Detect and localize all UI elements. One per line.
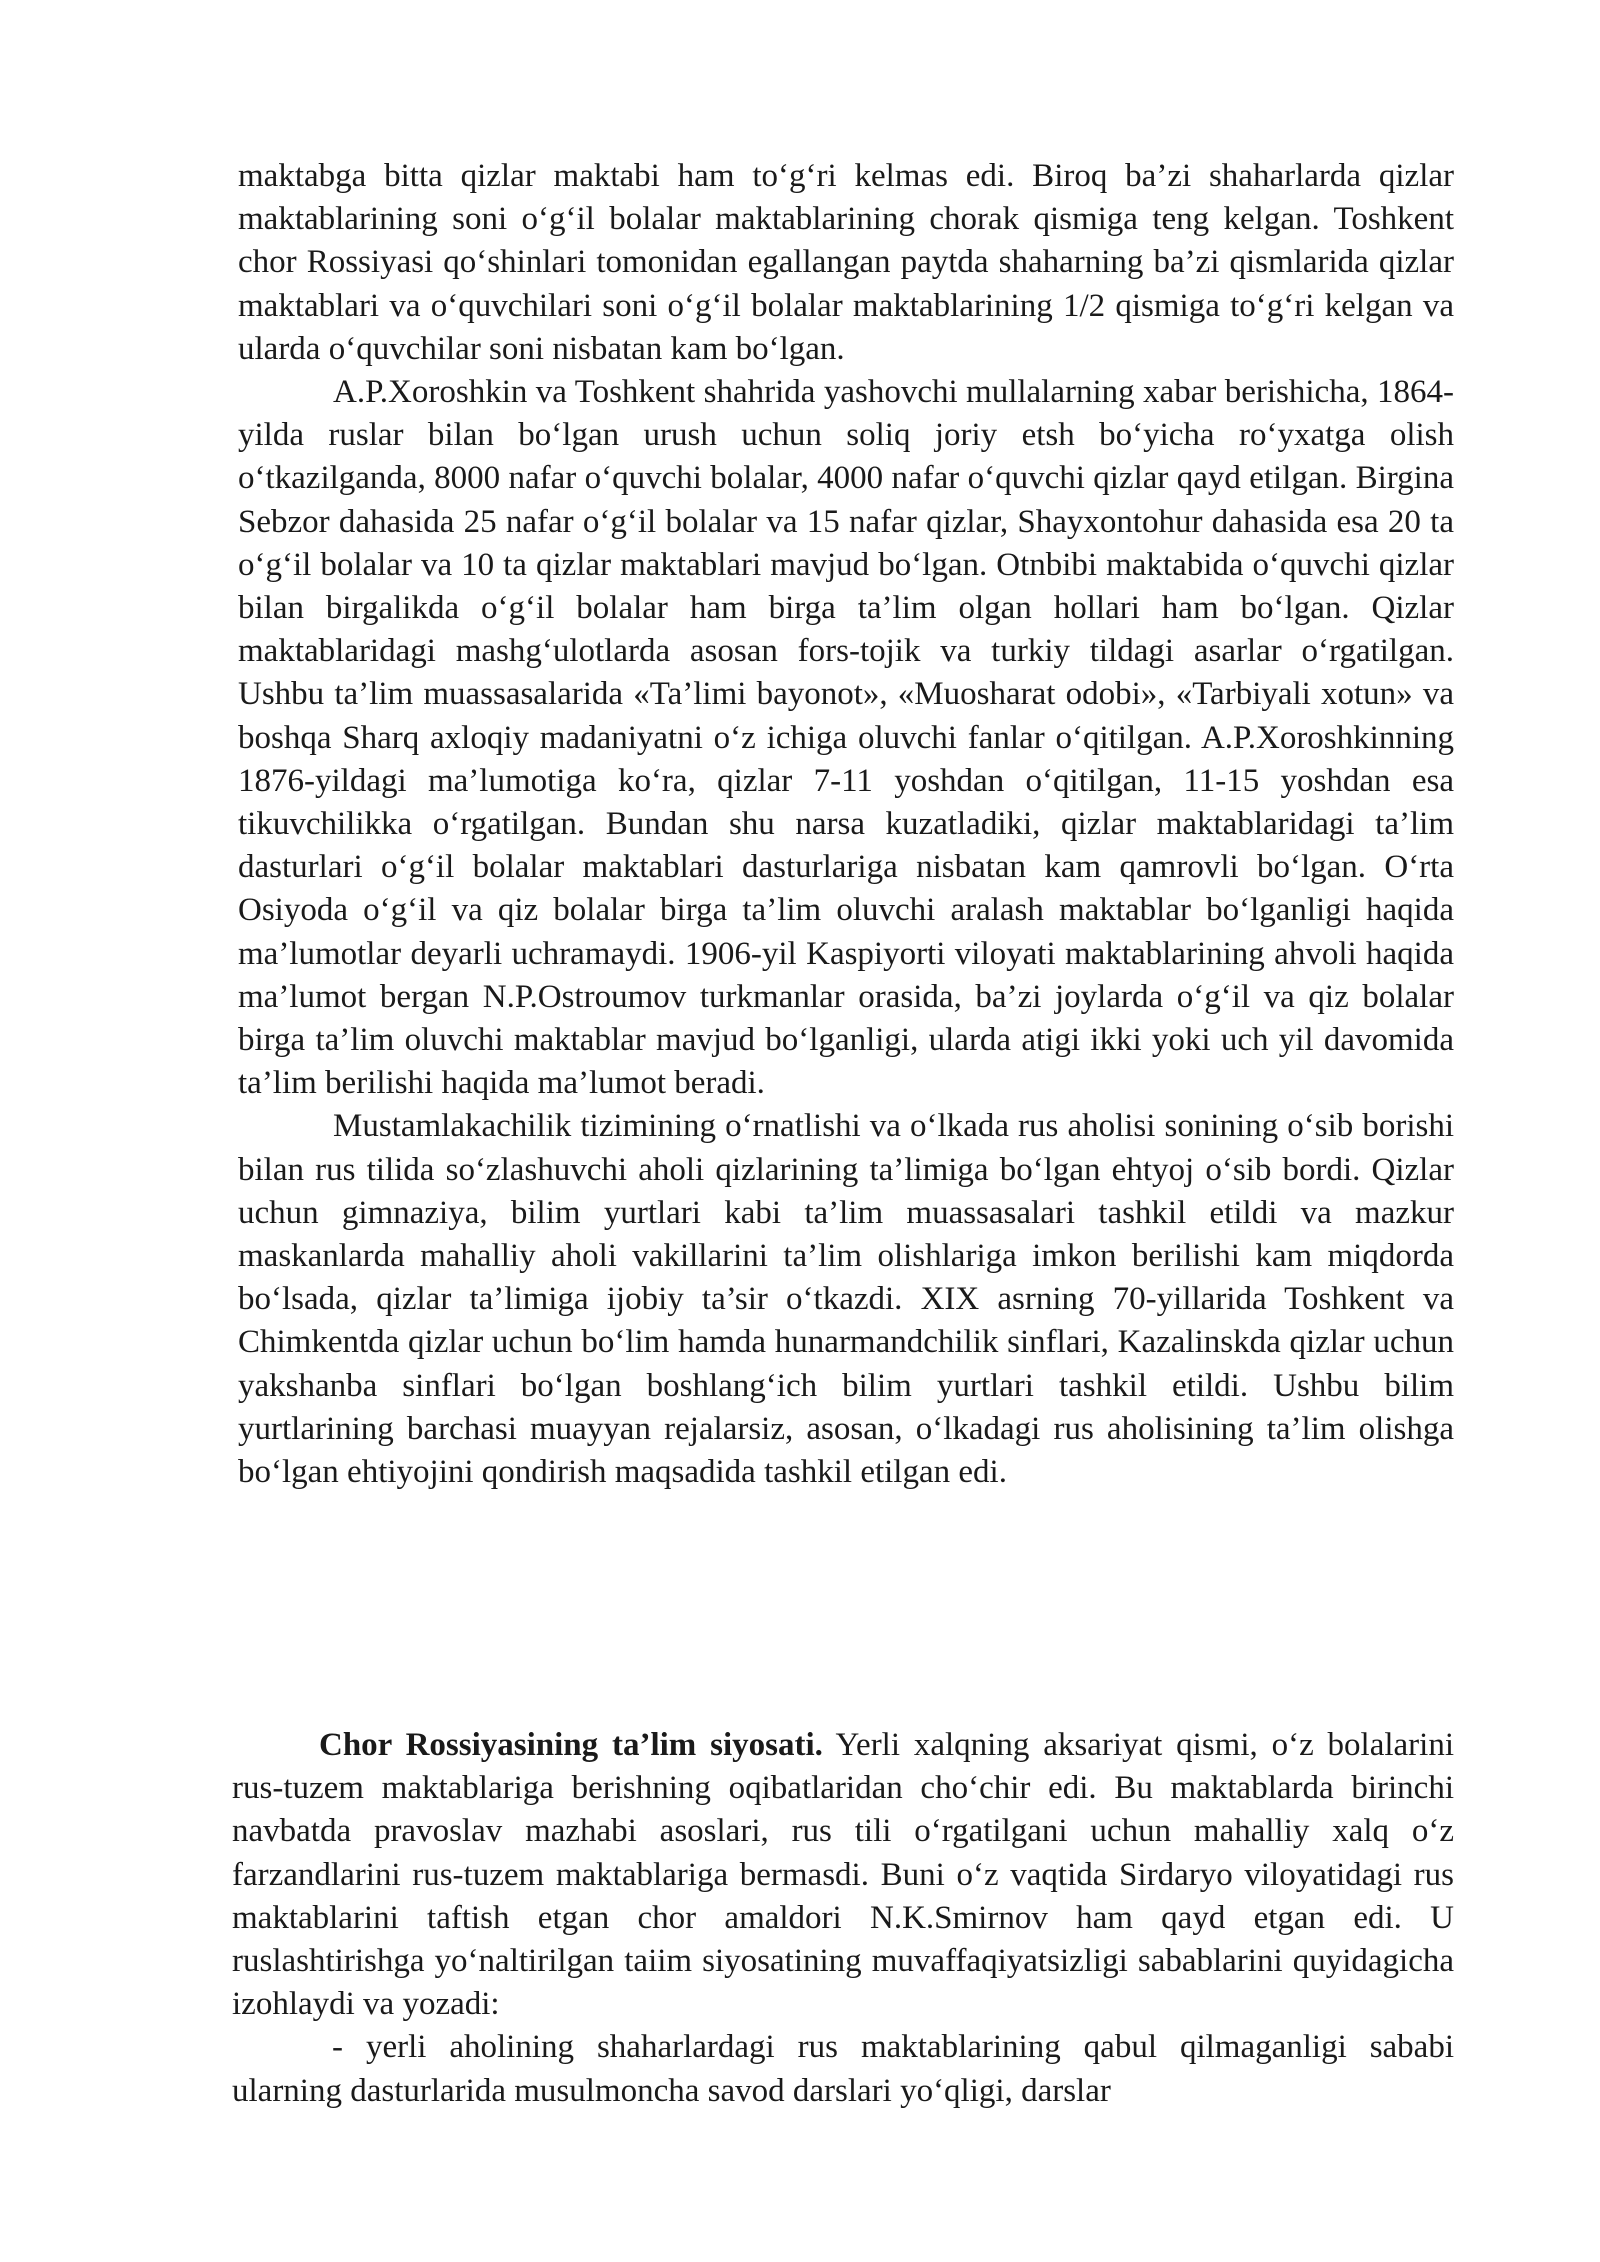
paragraph-5: - yerli aholining shaharlardagi rus maktablarining qabul qilmaganligi sababi ularning dasturlarida musulmoncha savod darslari yo‘qligi, darslar: [232, 2029, 1454, 2109]
text-section-girls-schools: [238, 155, 1454, 1494]
paragraph-4-text: Yerli xalqning aksariyat qismi, o‘z bolalarini rus-tuzem maktablariga berishning oqibatlaridan cho‘chir edi. Bu maktablarda birinchi navbatda pravoslav mazhabi asoslari, rus tili o‘rgatilgani uchun mahalliy xalq o‘z farzandlarini rus-tuzem maktablariga bermasdi. Buni o‘z vaqtida Sirdaryo viloyatidagi rus maktablarini taftish etgan chor amaldori N.K.Smirnov ham qayd etgan edi. U ruslashtirishga yo‘naltirilgan taiim siyosatining muvaffaqiyatsizligi sabablarini quyidagicha izohlaydi va yozadi:: [232, 1727, 1455, 2023]
paragraph-1: maktabga bitta qizlar maktabi ham to‘g‘ri kelmas edi. Biroq ba’zi shaharlarda qizlar maktablarining soni o‘g‘il bolalar maktablarining chorak qismiga teng kelgan. Toshkent chor Rossiyasi qo‘shinlari tomonidan egallangan paytda shaharning ba’zi qismlarida qizlar maktablari va o‘quvchilari soni o‘g‘il bolalar maktablarining 1/2 qismiga to‘g‘ri kelgan va ularda o‘quvchilar soni nisbatan kam bo‘lgan.: [238, 158, 1454, 367]
paragraph-2: A.P.Xoroshkin va Toshkent shahrida yashovchi mullalarning xabar berishicha, 1864-yilda ruslar bilan bo‘lgan urush uchun soliq joriy etsh bo‘yicha ro‘yxatga olish o‘tkazilganda, 8000 nafar o‘quvchi bolalar, 4000 nafar o‘quvchi qizlar qayd etilgan. Birgina Sebzor dahasida 25 nafar o‘g‘il bolalar va 15 nafar qizlar, Shayxontohur dahasida esa 20 ta o‘g‘il bolalar va 10 ta qizlar maktablari mavjud bo‘lgan. Otnbibi maktabida o‘quvchi qizlar bilan birgalikda o‘g‘il bolalar ham birga ta’lim olgan hollari ham bo‘lgan. Qizlar maktablaridagi mashg‘ulotlarda asosan fors-tojik va turkiy tildagi asarlar o‘rgatilgan. Ushbu ta’lim muassasalarida «Ta’limi bayonot», «Muosharat odobi», «Tarbiyali xotun» va boshqa Sharq axloqiy madaniyatni o‘z ichiga oluvchi fanlar o‘qitilgan. A.P.Xoroshkinning 1876-yildagi ma’lumotiga ko‘ra, qizlar 7-11 yoshdan o‘qitilgan, 11-15 yoshdan esa tikuvchilikka o‘rgatilgan. Bundan shu narsa kuzatladiki, qizlar maktablaridagi ta’lim dasturlari o‘g‘il bolalar maktablari dasturlariga nisbatan kam qamrovli bo‘lgan. O‘rta Osiyoda o‘g‘il va qiz bolalar birga ta’lim oluvchi aralash maktablar bo‘lganligi haqida ma’lumotlar deyarli uchramaydi. 1906-yil Kaspiyorti viloyati maktablarining ahvoli haqida ma’lumot bergan N.P.Ostroumov turkmanlar orasida, ba’zi joylarda o‘g‘il va qiz bolalar birga ta’lim oluvchi maktablar mavjud bo‘lganligi, ularda atigi ikki yoki uch yil davomida ta’lim berilishi haqida ma’lumot beradi.: [238, 374, 1454, 1102]
section-heading: Chor Rossiyasining ta’lim siyosati.: [319, 1727, 823, 1763]
text-section-education-policy: [232, 1724, 1454, 2113]
paragraph-4: [232, 1724, 1454, 2026]
paragraph-3: Mustamlakachilik tizimining o‘rnatlishi va o‘lkada rus aholisi sonining o‘sib borishi bilan rus tilida so‘zlashuvchi aholi qizlarining ta’limiga bo‘lgan ehtyoj o‘sib bordi. Qizlar uchun gimnaziya, bilim yurtlari kabi ta’lim muassasalari tashkil etildi va mazkur maskanlarda mahalliy aholi vakillarini ta’lim olishlariga imkon berilishi kam miqdorda bo‘lsada, qizlar ta’limiga ijobiy ta’sir o‘tkazdi. XIX asrning 70-yillarida Toshkent va Chimkentda qizlar uchun bo‘lim hamda hunarmandchilik sinflari, Kazalinskda qizlar uchun yakshanba sinflari bo‘lgan boshlang‘ich bilim yurtlari tashkil etildi. Ushbu bilim yurtlarining barchasi muayyan rejalarsiz, asosan, o‘lkadagi rus aholisining ta’lim olishga bo‘lgan ehtiyojini qondirish maqsadida tashkil etilgan edi.: [238, 1108, 1454, 1491]
